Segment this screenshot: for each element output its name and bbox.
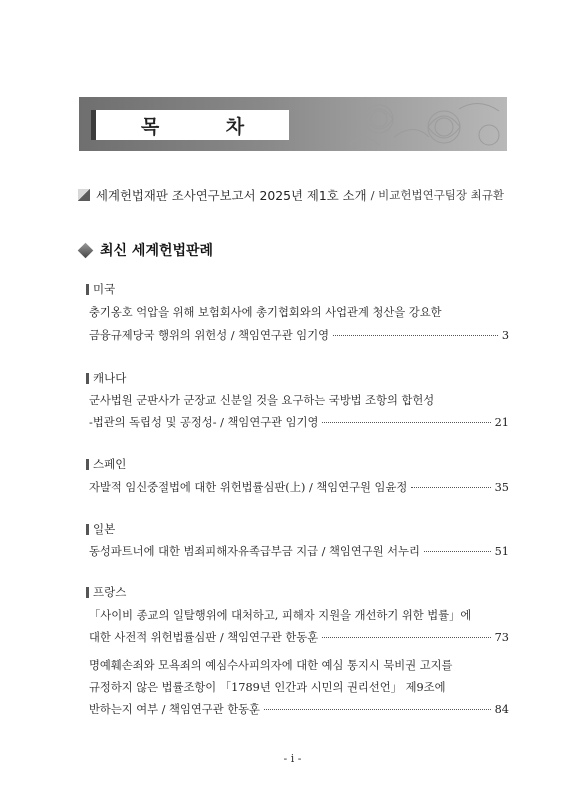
toc-page-number: 21 [494, 416, 509, 429]
country-heading-spain [86, 456, 126, 472]
section-heading [78, 240, 213, 260]
diamond-bullet-icon [78, 242, 94, 258]
country-name: 일본 [93, 522, 116, 536]
toc-entry-text: 자발적 임신중절법에 대한 위헌법률심판(上) / 책임연구원 임윤정 [89, 481, 408, 494]
toc-entry-last-line[interactable] [89, 479, 509, 495]
dot-leader [322, 421, 490, 423]
country-name: 프랑스 [93, 585, 127, 599]
report-author: / 비교헌법연구팀장 최규환 [370, 188, 505, 202]
toc-title-box [91, 110, 289, 140]
bar-bullet-icon [86, 524, 89, 535]
dot-leader [322, 636, 491, 638]
toc-entry-last-line[interactable] [89, 543, 509, 559]
toc-entry-line: 「사이비 종교의 일탈행위에 대처하고, 피해자 지원을 개선하기 위한 법률」에 [89, 609, 472, 622]
toc-page-number: 35 [494, 481, 509, 494]
country-heading-us [86, 281, 115, 297]
dot-leader [424, 550, 491, 552]
toc-page-number: 51 [494, 545, 509, 558]
bar-bullet-icon [86, 284, 89, 295]
toc-entry-last-line[interactable] [89, 701, 509, 717]
toc-entry-last-line[interactable] [89, 629, 509, 645]
country-heading-japan [86, 521, 115, 537]
section-title: 최신 세계헌법판례 [100, 243, 214, 259]
bar-bullet-icon [86, 373, 89, 384]
toc-page-number: 73 [494, 631, 509, 644]
toc-entry-line: 규정하지 않은 법률조항이 「1789년 인간과 시민의 권리선언」 제9조에 [89, 681, 446, 694]
toc-entry-last-line[interactable] [89, 327, 509, 343]
toc-entry-line: 명예훼손죄와 모욕죄의 예심수사피의자에 대한 예심 통지시 묵비권 고지를 [89, 659, 453, 672]
toc-entry-text: -법관의 독립성 및 공정성- / 책임연구관 임기영 [89, 416, 319, 429]
toc-entry-last-line[interactable] [89, 414, 509, 430]
bar-bullet-icon [86, 459, 89, 470]
floral-decoration-icon [339, 97, 507, 151]
toc-page-number: 3 [501, 329, 509, 342]
country-name: 캐나다 [93, 371, 127, 385]
toc-page-number: 84 [494, 703, 509, 716]
toc-banner [79, 97, 507, 151]
toc-entry-line: 충기옹호 억압을 위해 보험회사에 총기협회와의 사업관계 청산을 강요한 [89, 306, 442, 319]
square-bullet-icon [78, 189, 90, 201]
toc-entry-text: 대한 사전적 위헌법률심판 / 책임연구관 한동훈 [89, 631, 319, 644]
bar-bullet-icon [86, 587, 89, 598]
dot-leader [411, 486, 490, 488]
dot-leader [264, 708, 491, 710]
toc-title: 목 차 [140, 115, 275, 138]
dot-leader [333, 334, 498, 336]
toc-entry-text: 반하는지 여부 / 책임연구관 한동훈 [89, 703, 260, 716]
country-name: 미국 [93, 282, 116, 296]
report-intro [78, 186, 504, 204]
report-title: 세계헌법재판 조사연구보고서 2025년 제1호 소개 [96, 188, 367, 203]
country-name: 스페인 [93, 457, 127, 471]
toc-entry-text: 동성파트너에 대한 범죄피해자유족급부금 지급 / 책임연구원 서누리 [89, 545, 420, 558]
country-heading-france [86, 584, 126, 600]
page-number: - i - [283, 752, 302, 765]
country-heading-canada [86, 370, 126, 386]
toc-entry-line: 군사법원 군판사가 군장교 신분일 것을 요구하는 국방법 조항의 합헌성 [89, 394, 435, 407]
toc-entry-text: 금융규제당국 행위의 위헌성 / 책임연구관 임기영 [89, 329, 330, 342]
